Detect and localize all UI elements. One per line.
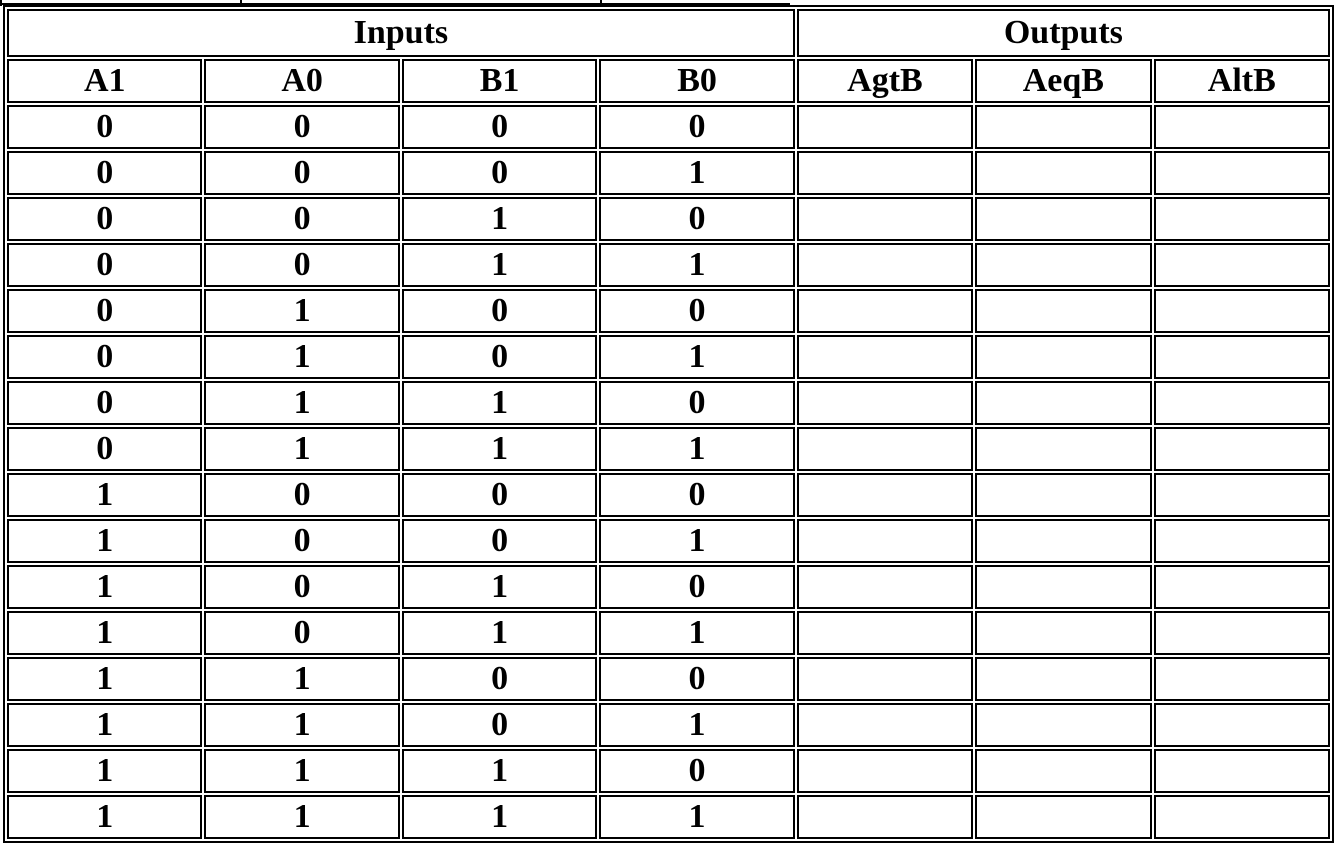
cell-a1: 1	[7, 519, 202, 563]
cell-b0: 0	[599, 197, 794, 241]
cell-b0: 0	[599, 565, 794, 609]
cell-aeqb[interactable]	[975, 657, 1151, 701]
cell-aeqb[interactable]	[975, 381, 1151, 425]
cell-b1: 1	[402, 795, 597, 839]
table-row	[7, 151, 1330, 195]
cell-a0: 1	[204, 795, 399, 839]
cell-b0: 1	[599, 243, 794, 287]
cell-a1: 0	[7, 197, 202, 241]
cell-b0: 1	[599, 703, 794, 747]
cell-a1: 0	[7, 151, 202, 195]
cell-a0: 0	[204, 105, 399, 149]
cell-b0: 1	[599, 427, 794, 471]
cell-b1: 0	[402, 703, 597, 747]
cell-b0: 0	[599, 289, 794, 333]
cell-agtb[interactable]	[797, 381, 973, 425]
cell-b1: 0	[402, 151, 597, 195]
cell-aeqb[interactable]	[975, 335, 1151, 379]
cell-altb[interactable]	[1154, 749, 1330, 793]
cell-agtb[interactable]	[797, 289, 973, 333]
cell-a1: 0	[7, 381, 202, 425]
cell-altb[interactable]	[1154, 565, 1330, 609]
table-row	[7, 381, 1330, 425]
cell-b1: 0	[402, 519, 597, 563]
cell-a0: 0	[204, 611, 399, 655]
cell-a0: 1	[204, 381, 399, 425]
cell-altb[interactable]	[1154, 519, 1330, 563]
column-header-row	[7, 59, 1330, 103]
table-row	[7, 243, 1330, 287]
cell-aeqb[interactable]	[975, 611, 1151, 655]
table-row	[7, 427, 1330, 471]
cell-aeqb[interactable]	[975, 519, 1151, 563]
cell-agtb[interactable]	[797, 703, 973, 747]
cell-agtb[interactable]	[797, 657, 973, 701]
cell-b1: 0	[402, 657, 597, 701]
cell-a0: 1	[204, 749, 399, 793]
column-header-a0: A0	[204, 59, 399, 103]
cell-altb[interactable]	[1154, 795, 1330, 839]
cell-agtb[interactable]	[797, 197, 973, 241]
cell-aeqb[interactable]	[975, 565, 1151, 609]
cell-altb[interactable]	[1154, 657, 1330, 701]
cell-a1: 1	[7, 749, 202, 793]
cell-a1: 0	[7, 243, 202, 287]
cell-a0: 1	[204, 657, 399, 701]
cell-a0: 0	[204, 519, 399, 563]
table-row	[7, 519, 1330, 563]
cell-a1: 1	[7, 703, 202, 747]
cell-b1: 1	[402, 243, 597, 287]
cell-altb[interactable]	[1154, 335, 1330, 379]
column-header-aeqb: AeqB	[975, 59, 1151, 103]
column-header-agtb: AgtB	[797, 59, 973, 103]
cell-b0: 0	[599, 105, 794, 149]
cell-a1: 0	[7, 289, 202, 333]
cell-a1: 1	[7, 473, 202, 517]
cell-aeqb[interactable]	[975, 473, 1151, 517]
cell-a0: 1	[204, 289, 399, 333]
cell-b1: 1	[402, 611, 597, 655]
cell-b0: 0	[599, 381, 794, 425]
cell-b1: 0	[402, 335, 597, 379]
cell-b1: 0	[402, 289, 597, 333]
cell-altb[interactable]	[1154, 151, 1330, 195]
cell-altb[interactable]	[1154, 473, 1330, 517]
cell-a1: 1	[7, 611, 202, 655]
cell-altb[interactable]	[1154, 427, 1330, 471]
cell-agtb[interactable]	[797, 427, 973, 471]
cell-a0: 0	[204, 565, 399, 609]
cell-altb[interactable]	[1154, 381, 1330, 425]
column-header-a1: A1	[7, 59, 202, 103]
cell-agtb[interactable]	[797, 795, 973, 839]
cell-a0: 0	[204, 473, 399, 517]
cell-b1: 0	[402, 105, 597, 149]
table-row	[7, 335, 1330, 379]
cell-aeqb[interactable]	[975, 427, 1151, 471]
cell-agtb[interactable]	[797, 565, 973, 609]
cell-altb[interactable]	[1154, 105, 1330, 149]
cell-aeqb[interactable]	[975, 289, 1151, 333]
column-header-b0: B0	[599, 59, 794, 103]
table-row	[7, 473, 1330, 517]
cell-b1: 1	[402, 565, 597, 609]
cell-agtb[interactable]	[797, 105, 973, 149]
inputs-group-header: Inputs	[7, 9, 795, 57]
truth-table	[3, 5, 1334, 843]
table-row	[7, 197, 1330, 241]
cell-aeqb[interactable]	[975, 197, 1151, 241]
cell-agtb[interactable]	[797, 519, 973, 563]
cell-aeqb[interactable]	[975, 795, 1151, 839]
cell-a0: 0	[204, 243, 399, 287]
column-header-b1: B1	[402, 59, 597, 103]
cell-altb[interactable]	[1154, 197, 1330, 241]
cell-a1: 1	[7, 657, 202, 701]
cell-b1: 1	[402, 427, 597, 471]
outputs-group-header: Outputs	[797, 9, 1330, 57]
table-row	[7, 565, 1330, 609]
cell-a1: 0	[7, 335, 202, 379]
cell-altb[interactable]	[1154, 611, 1330, 655]
table-row	[7, 289, 1330, 333]
cell-agtb[interactable]	[797, 611, 973, 655]
table-row	[7, 105, 1330, 149]
cell-altb[interactable]	[1154, 243, 1330, 287]
cell-b0: 0	[599, 657, 794, 701]
cell-aeqb[interactable]	[975, 243, 1151, 287]
cell-b0: 0	[599, 749, 794, 793]
cell-b0: 0	[599, 473, 794, 517]
truth-table-body	[7, 105, 1330, 839]
cell-a0: 1	[204, 335, 399, 379]
table-row	[7, 795, 1330, 839]
cell-aeqb[interactable]	[975, 151, 1151, 195]
cell-altb[interactable]	[1154, 703, 1330, 747]
cell-b0: 1	[599, 519, 794, 563]
cell-aeqb[interactable]	[975, 749, 1151, 793]
cell-b1: 1	[402, 197, 597, 241]
cell-aeqb[interactable]	[975, 105, 1151, 149]
cell-a1: 1	[7, 565, 202, 609]
cell-a1: 1	[7, 795, 202, 839]
cell-b1: 1	[402, 381, 597, 425]
table-row	[7, 657, 1330, 701]
cell-altb[interactable]	[1154, 289, 1330, 333]
cell-b0: 1	[599, 795, 794, 839]
cell-b0: 1	[599, 335, 794, 379]
cell-a0: 1	[204, 427, 399, 471]
column-header-altb: AltB	[1154, 59, 1330, 103]
cell-b0: 1	[599, 151, 794, 195]
cell-agtb[interactable]	[797, 749, 973, 793]
cell-b0: 1	[599, 611, 794, 655]
cell-b1: 0	[402, 473, 597, 517]
cell-a0: 0	[204, 151, 399, 195]
cell-agtb[interactable]	[797, 473, 973, 517]
table-row	[7, 703, 1330, 747]
cell-agtb[interactable]	[797, 335, 973, 379]
cell-a0: 0	[204, 197, 399, 241]
group-header-row	[7, 9, 1330, 57]
cell-a1: 0	[7, 105, 202, 149]
cell-b1: 1	[402, 749, 597, 793]
table-row	[7, 611, 1330, 655]
cell-a0: 1	[204, 703, 399, 747]
cell-a1: 0	[7, 427, 202, 471]
cell-agtb[interactable]	[797, 151, 973, 195]
table-row	[7, 749, 1330, 793]
cell-agtb[interactable]	[797, 243, 973, 287]
cell-aeqb[interactable]	[975, 703, 1151, 747]
